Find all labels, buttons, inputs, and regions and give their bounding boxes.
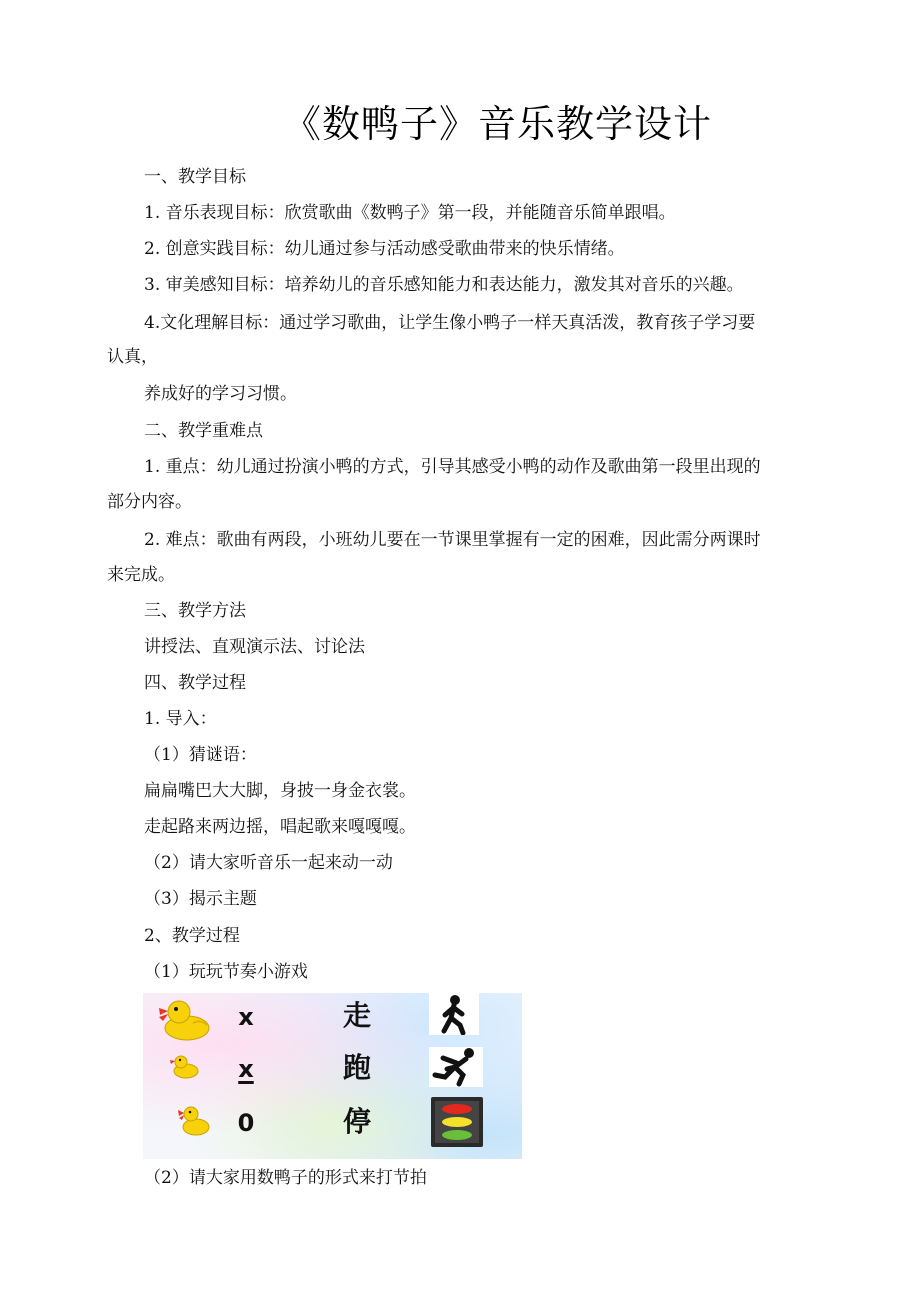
paragraph: 2. 难点：歌曲有两段，小班幼儿要在一节课里掌握有一定的困难，因此需分两课时 (144, 530, 761, 550)
paragraph: 4.文化理解目标：通过学习歌曲，让学生像小鸭子一样天真活泼，教育孩子学习要 (144, 313, 756, 333)
paragraph: （2）请大家听音乐一起来动一动 (144, 853, 393, 873)
paragraph: 2、教学过程 (144, 926, 240, 946)
paragraph: 2. 创意实践目标：幼儿通过参与活动感受歌曲带来的快乐情绪。 (144, 239, 625, 259)
section-heading: 三、教学方法 (144, 601, 246, 621)
rhythm-word: 走 (343, 999, 372, 1032)
paragraph: （2）请大家用数鸭子的形式来打节拍 (144, 1168, 427, 1188)
paragraph: （1）猜谜语： (144, 745, 257, 765)
rhythm-symbol: x (238, 1055, 254, 1083)
paragraph: 认真， (107, 347, 158, 367)
rhythm-row-run (143, 1047, 522, 1099)
paragraph: 讲授法、直观演示法、讨论法 (144, 637, 365, 657)
paragraph: 部分内容。 (107, 492, 192, 512)
paragraph: 1. 导入： (144, 709, 217, 729)
small-duck-icon (169, 1053, 199, 1079)
rhythm-game-card (143, 993, 522, 1159)
page-title: 《数鸭子》音乐教学设计 (283, 102, 713, 146)
rhythm-row-stop (143, 1101, 522, 1153)
paragraph: 1. 音乐表现目标：欣赏歌曲《数鸭子》第一段，并能随音乐简单跟唱。 (144, 203, 676, 223)
running-figure-icon (429, 1047, 483, 1087)
walking-figure-icon (429, 993, 479, 1035)
rhythm-row-walk (143, 995, 522, 1047)
rhythm-symbol: 0 (237, 1109, 255, 1137)
traffic-light-icon (429, 1095, 485, 1149)
paragraph: （3）揭示主题 (144, 889, 257, 909)
rhythm-symbol: x (238, 1003, 254, 1031)
paragraph: 3. 审美感知目标：培养幼儿的音乐感知能力和表达能力，激发其对音乐的兴趣。 (144, 275, 744, 295)
section-heading: 四、教学过程 (144, 673, 246, 693)
section-heading: 一、教学目标 (144, 167, 246, 187)
paragraph: 来完成。 (107, 565, 175, 585)
big-duck-icon (157, 997, 211, 1041)
paragraph: 走起路来两边摇，唱起歌来嘎嘎嘎。 (144, 817, 416, 837)
section-heading: 二、教学重难点 (144, 421, 263, 441)
sitting-duck-icon (177, 1103, 211, 1137)
rhythm-word: 跑 (343, 1051, 372, 1084)
paragraph: 1. 重点：幼儿通过扮演小鸭的方式，引导其感受小鸭的动作及歌曲第一段里出现的 (144, 457, 761, 477)
paragraph: 扁扁嘴巴大大脚，身披一身金衣裳。 (144, 781, 416, 801)
paragraph: 养成好的学习习惯。 (144, 384, 297, 404)
paragraph: （1）玩玩节奏小游戏 (144, 962, 308, 982)
rhythm-word: 停 (343, 1105, 372, 1138)
